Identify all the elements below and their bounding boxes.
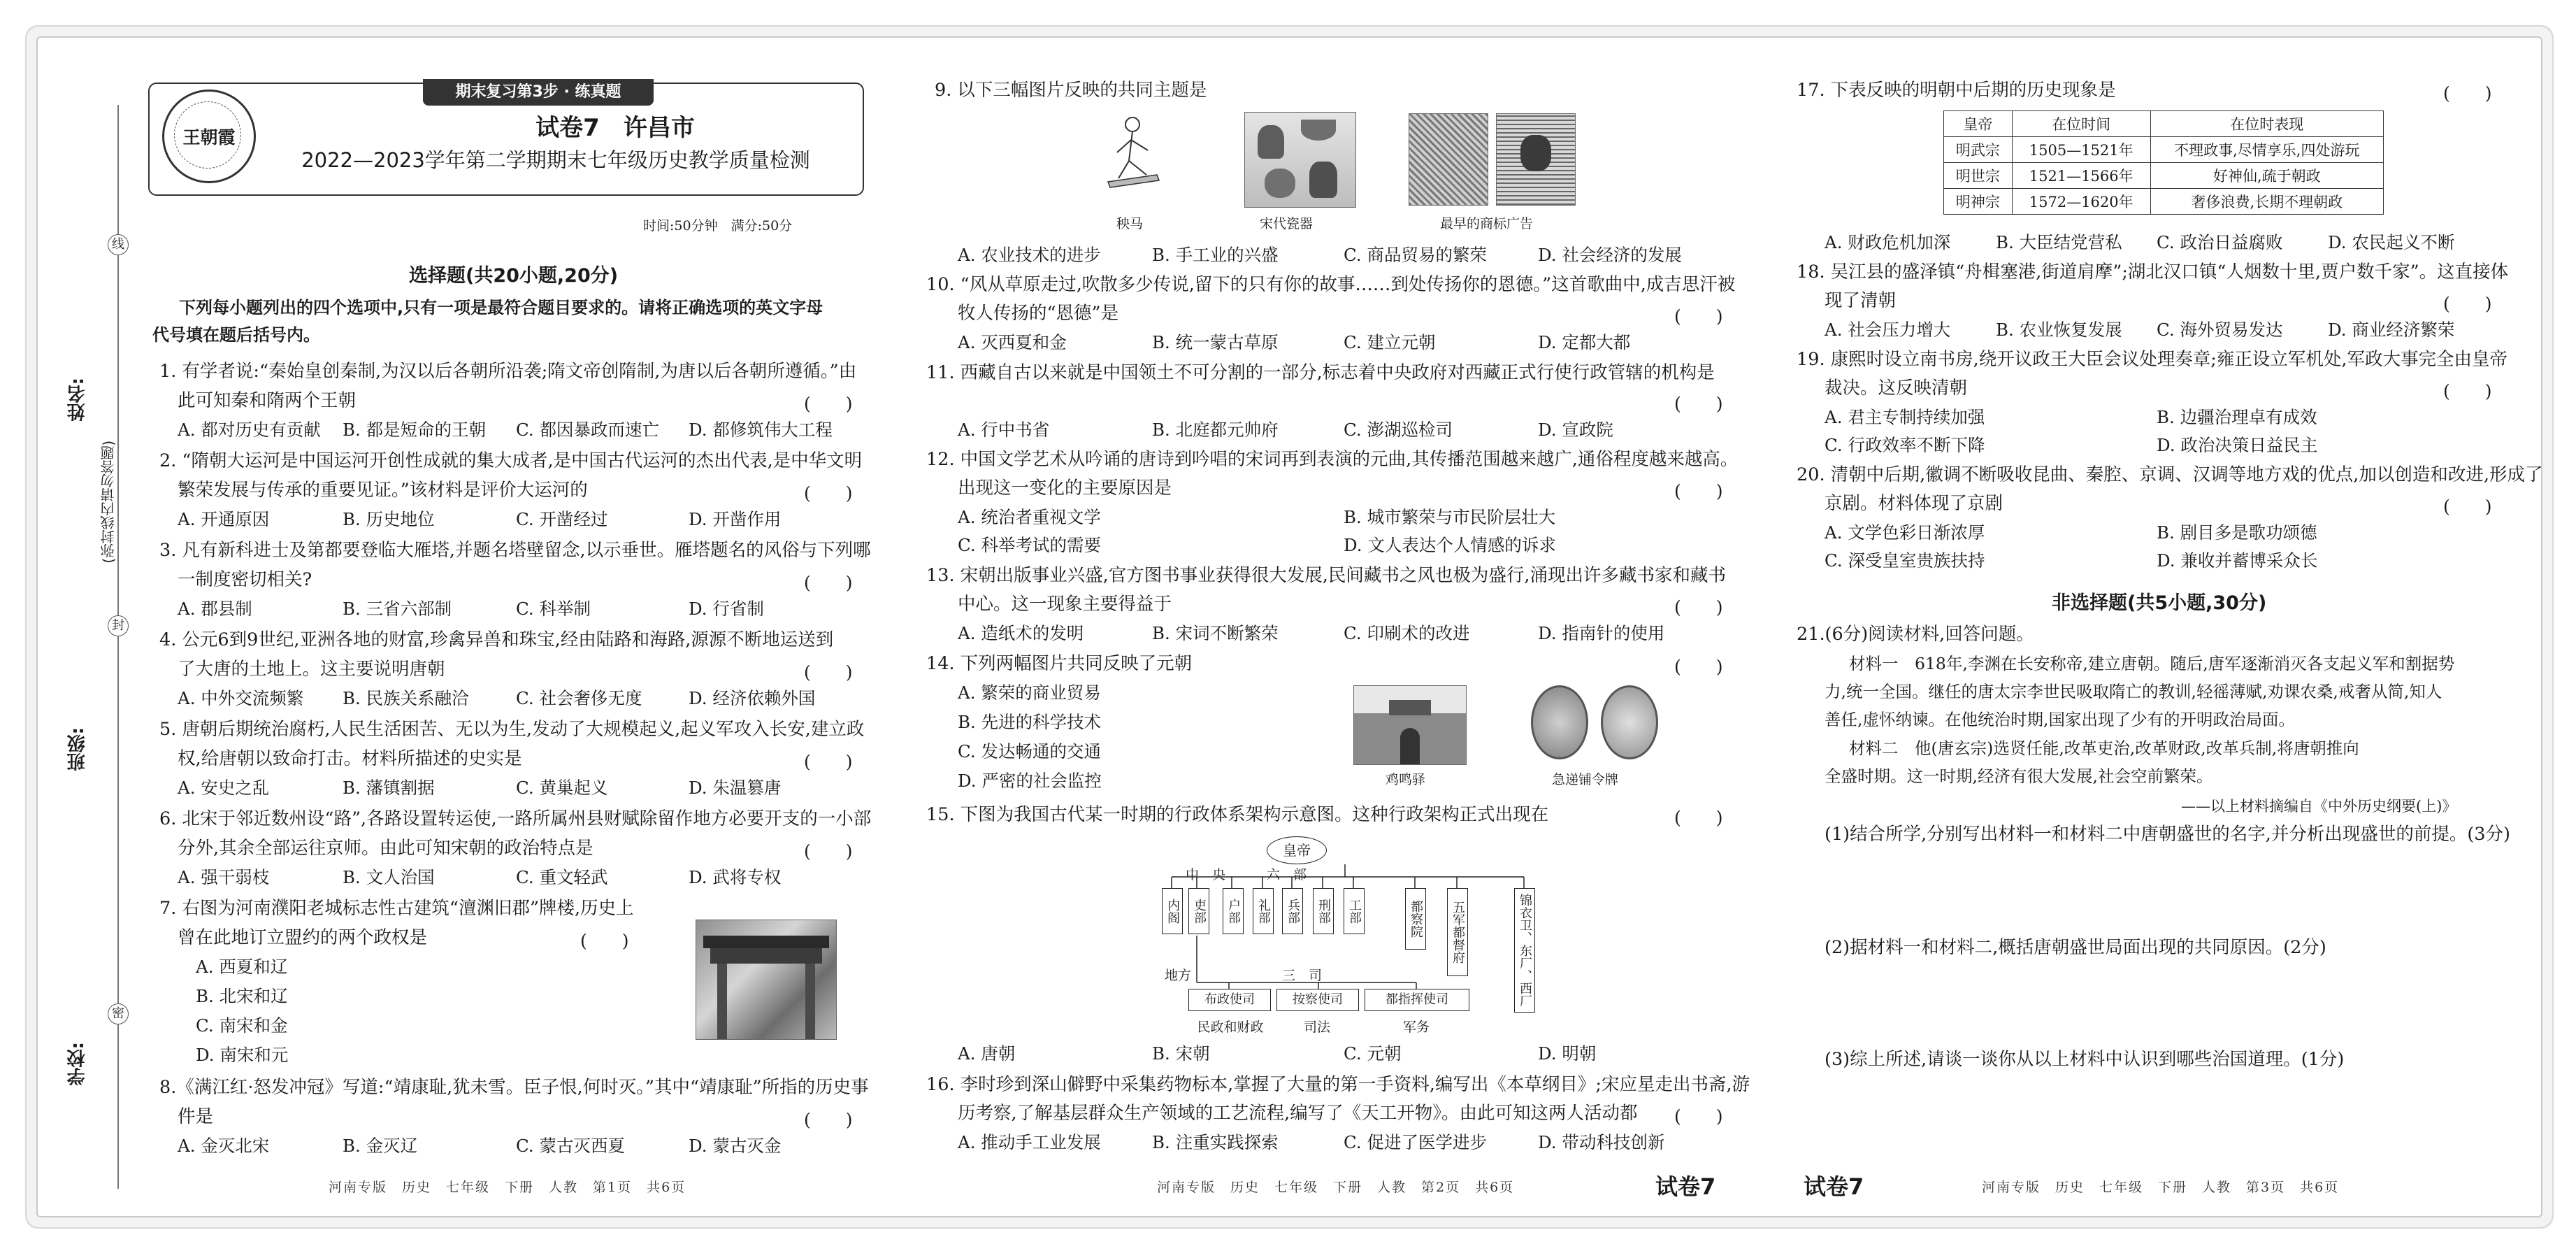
q12-option-c[interactable]: C. 科举考试的需要	[958, 535, 1101, 555]
table-cell: 1505—1521年	[2012, 137, 2150, 163]
yangma-illustration	[1098, 112, 1167, 196]
q15-stem: 15. 下图为我国古代某一时期的行政体系架构示意图。这种行政架构正式出现在	[926, 804, 1549, 825]
footer-label-3: 试卷7	[1804, 1173, 1864, 1200]
q5-option-c[interactable]: C. 黄巢起义	[516, 778, 608, 798]
q19-option-b[interactable]: B. 边疆治理卓有成效	[2157, 407, 2317, 427]
q3-stem-1: 3. 凡有新科进士及第都要登临大雁塔,并题名塔壁留念,以示垂世。雁塔题名的风俗与下列哪	[159, 540, 871, 561]
q4-option-d[interactable]: D. 经济依赖外国	[689, 688, 816, 708]
q16-option-a[interactable]: A. 推动手工业发展	[958, 1132, 1101, 1152]
section2-title: 非选择题(共5小题,30分)	[2052, 592, 2267, 614]
table-header-emperor: 皇帝	[1944, 111, 2013, 137]
q19-answer-blank[interactable]: ( )	[2443, 381, 2492, 401]
q17-option-b[interactable]: B. 大臣结党营私	[1996, 232, 2122, 252]
q1-answer-blank[interactable]: ( )	[804, 394, 853, 414]
q8-answer-blank[interactable]: ( )	[804, 1110, 853, 1130]
q7-option-d[interactable]: D. 南宋和元	[196, 1045, 289, 1065]
diagram-duchayuan: 都察院	[1405, 888, 1426, 950]
q7-answer-blank[interactable]: ( )	[580, 931, 629, 951]
q12-option-b[interactable]: B. 城市繁荣与市民阶层壮大	[1344, 507, 1556, 527]
q17-answer-blank[interactable]: ( )	[2443, 83, 2492, 103]
q5-answer-blank[interactable]: ( )	[804, 752, 853, 772]
q14-option-d[interactable]: D. 严密的社会监控	[958, 771, 1102, 791]
q14-caption-1: 鸡鸣驿	[1386, 772, 1426, 787]
q17-table	[1943, 110, 2384, 215]
q11-option-b[interactable]: B. 北庭都元帅府	[1152, 420, 1279, 440]
q7-option-c[interactable]: C. 南宋和金	[196, 1015, 288, 1036]
diagram-wujun: 五军都督府	[1447, 888, 1468, 976]
q6-option-a[interactable]: A. 强干弱枝	[178, 867, 270, 887]
q21-material2-line2: 全盛时期。这一时期,经济有很大发展,社会空前繁荣。	[1825, 766, 2213, 786]
diagram-anchashi: 按察使司	[1276, 989, 1359, 1011]
diagram-hu-bu: 户部	[1223, 888, 1244, 934]
diagram-buzhengshi: 布政使司	[1188, 989, 1271, 1011]
q13-option-a[interactable]: A. 造纸术的发明	[958, 623, 1084, 643]
q9-option-d[interactable]: D. 社会经济的发展	[1538, 245, 1682, 265]
paifang-photo	[696, 920, 837, 1040]
q1-option-d[interactable]: D. 都修筑伟大工程	[689, 420, 833, 440]
song-porcelain-photo	[1244, 112, 1356, 208]
q6-option-b[interactable]: B. 文人治国	[343, 867, 435, 887]
diagram-xing-bu: 刑部	[1313, 888, 1334, 934]
q11-option-c[interactable]: C. 澎湖巡检司	[1344, 420, 1453, 440]
q1-option-a[interactable]: A. 都对历史有贡献	[178, 420, 321, 440]
name-label: 姓名:	[67, 378, 88, 422]
q5-option-d[interactable]: D. 朱温篡唐	[689, 778, 782, 798]
q4-stem-2: 了大唐的土地上。这主要说明唐朝	[178, 659, 445, 680]
q2-answer-blank[interactable]: ( )	[804, 483, 853, 503]
table-cell: 明神宗	[1944, 189, 2013, 215]
q14-option-c[interactable]: C. 发达畅通的交通	[958, 741, 1101, 762]
q13-option-c[interactable]: C. 印刷术的改进	[1344, 623, 1470, 643]
q9-caption-2: 宋代瓷器	[1260, 216, 1314, 231]
q13-option-b[interactable]: B. 宋词不断繁荣	[1152, 623, 1279, 643]
diagram-emperor: 皇帝	[1267, 836, 1327, 864]
q10-option-b[interactable]: B. 统一蒙古草原	[1152, 332, 1279, 352]
q10-option-c[interactable]: C. 建立元朝	[1344, 332, 1436, 352]
footer-page2: 河南专版 历史 七年级 下册 人教 第2页 共6页	[1157, 1180, 1515, 1195]
q17-option-d[interactable]: D. 农民起义不断	[2328, 232, 2455, 252]
table-header-reign: 在位时间	[2012, 111, 2150, 137]
diagram-three-si-label: 三 司	[1282, 968, 1323, 983]
q2-stem-2: 繁荣发展与传承的重要见证。”该材料是评价大运河的	[178, 480, 588, 501]
q5-stem-1: 5. 唐朝后期统治腐朽,人民生活困苦、无以为生,发动了大规模起义,起义军攻入长安,建立政	[159, 719, 865, 740]
q9-option-b[interactable]: B. 手工业的兴盛	[1152, 245, 1279, 265]
trademark-print-2	[1496, 113, 1576, 206]
q19-option-c[interactable]: C. 行政效率不断下降	[1825, 435, 1985, 455]
q4-option-a[interactable]: A. 中外交流频繁	[178, 688, 304, 708]
q16-option-c[interactable]: C. 促进了医学进步	[1344, 1132, 1487, 1152]
q19-option-d[interactable]: D. 政治决策日益民主	[2157, 435, 2318, 455]
q20-stem-2: 京剧。材料体现了京剧	[1825, 493, 2003, 514]
paper-title: 试卷7 许昌市	[535, 114, 695, 142]
seal-note: (弥封线内请勿答题)	[100, 441, 117, 564]
q21-source: ——以上材料摘编自《中外历史纲要(上)》	[2181, 798, 2457, 815]
q11-option-d[interactable]: D. 宣政院	[1538, 420, 1613, 440]
q18-option-c[interactable]: C. 海外贸易发达	[2157, 320, 2283, 340]
q16-option-b[interactable]: B. 注重实践探索	[1152, 1132, 1279, 1152]
q9-stem: 9. 以下三幅图片反映的共同主题是	[935, 80, 1207, 101]
diagram-gong-bu: 工部	[1344, 888, 1365, 934]
diagram-six-ministries-label: 六 部	[1267, 867, 1307, 882]
q10-option-a[interactable]: A. 灭西夏和金	[958, 332, 1067, 352]
q21-material1-line3: 善任,虚怀纳谏。在他统治时期,国家出现了少有的开明政治局面。	[1825, 710, 2295, 729]
footer-page1: 河南专版 历史 七年级 下册 人教 第1页 共6页	[329, 1180, 686, 1195]
q16-answer-blank[interactable]: ( )	[1674, 1106, 1723, 1127]
table-cell: 明武宗	[1944, 137, 2013, 163]
q21-answer-area-1[interactable]	[1825, 850, 2440, 927]
table-cell: 不理政事,尽情享乐,四处游玩	[2150, 137, 2383, 163]
q18-option-a[interactable]: A. 社会压力增大	[1825, 320, 1951, 340]
q2-option-b[interactable]: B. 历史地位	[343, 509, 435, 529]
q15-option-c[interactable]: C. 元朝	[1344, 1043, 1402, 1064]
table-cell: 好神仙,疏于朝政	[2150, 163, 2383, 189]
footer-label-2: 试卷7	[1655, 1173, 1716, 1200]
seal-line	[117, 105, 119, 1189]
q11-stem-1: 11. 西藏自古以来就是中国领土不可分割的一部分,标志着中央政府对西藏正式行使行政管辖的机构是	[926, 362, 1715, 383]
q1-option-c[interactable]: C. 都因暴政而速亡	[516, 420, 659, 440]
diagram-li2-bu: 礼部	[1253, 888, 1274, 934]
q12-option-d[interactable]: D. 文人表达个人情感的诉求	[1344, 535, 1556, 555]
q2-option-d[interactable]: D. 开凿作用	[689, 509, 782, 529]
diagram-li-bu: 吏部	[1188, 888, 1209, 934]
q13-answer-blank[interactable]: ( )	[1674, 597, 1723, 617]
q3-answer-blank[interactable]: ( )	[804, 573, 853, 593]
q10-answer-blank[interactable]: ( )	[1674, 306, 1723, 327]
q6-option-c[interactable]: C. 重文轻武	[516, 867, 608, 887]
q3-option-a[interactable]: A. 郡县制	[178, 599, 252, 619]
q21-material1-line1: 材料一 618年,李渊在长安称帝,建立唐朝。随后,唐军逐渐消灭各支起义军和割据势	[1849, 654, 2455, 673]
q3-option-d[interactable]: D. 行省制	[689, 599, 764, 619]
section1-instr1: 下列每小题列出的四个选项中,只有一项是最符合题目要求的。请将正确选项的英文字母	[179, 298, 823, 317]
q21-stem: 21.(6分)阅读材料,回答问题。	[1797, 624, 2034, 645]
table-cell: 1521—1566年	[2012, 163, 2150, 189]
q18-stem-1: 18. 吴江县的盛泽镇“舟楫塞港,街道肩摩”;湖北汉口镇“人烟数十里,贾户数千家”。这直接体	[1797, 262, 2509, 283]
q16-option-d[interactable]: D. 带动科技创新	[1538, 1132, 1665, 1152]
q15-option-b[interactable]: B. 宋朝	[1152, 1043, 1210, 1064]
q16-stem-2: 历考察,了解基层群众生产领域的工艺流程,编写了《天工开物》。由此可知这两人活动都	[958, 1103, 1638, 1124]
q18-option-d[interactable]: D. 商业经济繁荣	[2328, 320, 2455, 340]
q2-stem-1: 2. “隋朝大运河是中国运河开创性成就的集大成者,是中国古代运河的杰出代表,是中华文明	[159, 450, 863, 471]
footer-page3: 河南专版 历史 七年级 下册 人教 第3页 共6页	[1982, 1180, 2340, 1195]
q7-option-b[interactable]: B. 北宋和辽	[196, 986, 288, 1006]
q20-option-b[interactable]: B. 剧目多是歌功颂德	[2157, 522, 2317, 543]
q13-stem-2: 中心。这一现象主要得益于	[958, 594, 1172, 615]
q14-option-b[interactable]: B. 先进的科学技术	[958, 712, 1102, 732]
q15-answer-blank[interactable]: ( )	[1674, 808, 1723, 828]
q9-caption-3: 最早的商标广告	[1440, 216, 1534, 231]
q8-stem-2: 件是	[178, 1106, 214, 1127]
table-cell: 1572—1620年	[2012, 189, 2150, 215]
paper-subtitle: 2022—2023学年第二学期期末七年级历史教学质量检测	[301, 148, 810, 172]
q17-option-a[interactable]: A. 财政危机加深	[1825, 232, 1951, 252]
diagram-buzhengshi-role: 民政和财政	[1197, 1020, 1264, 1035]
q10-option-d[interactable]: D. 定都大都	[1538, 332, 1631, 352]
q21-sub3: (3)综上所述,请谈一谈你从以上材料中认识到哪些治国道理。(1分)	[1825, 1049, 2345, 1070]
q20-answer-blank[interactable]: ( )	[2443, 496, 2492, 517]
q4-option-b[interactable]: B. 民族关系融洽	[343, 688, 469, 708]
q13-option-d[interactable]: D. 指南针的使用	[1538, 623, 1665, 643]
q8-stem-1: 8.《满江红·怒发冲冠》写道:“靖康耻,犹未雪。臣子恨,何时灭。”其中“靖康耻”所指的历史事	[159, 1077, 869, 1098]
q12-stem-1: 12. 中国文学艺术从吟诵的唐诗到吟唱的宋词再到表演的元曲,其传播范围越来越广,通俗程度越来越高。	[926, 449, 1739, 470]
q2-option-c[interactable]: C. 开凿经过	[516, 509, 608, 529]
q8-option-a[interactable]: A. 金灭北宋	[178, 1136, 270, 1156]
q21-answer-area-3[interactable]	[1825, 1075, 2440, 1152]
q21-material1-line2: 力,统一全国。继任的唐太宗李世民吸取隋亡的教训,轻徭薄赋,劝课农桑,戒奢从简,知人	[1825, 682, 2442, 701]
seal-mark-line: 线	[108, 234, 129, 255]
q12-answer-blank[interactable]: ( )	[1674, 481, 1723, 501]
table-header-conduct: 在位时表现	[2150, 111, 2383, 137]
class-label: 班级:	[67, 727, 88, 771]
q9-option-a[interactable]: A. 农业技术的进步	[958, 245, 1101, 265]
q8-option-b[interactable]: B. 金灭辽	[343, 1136, 418, 1156]
q9-option-c[interactable]: C. 商品贸易的繁荣	[1344, 245, 1487, 265]
table-cell: 奢侈浪费,长期不理朝政	[2150, 189, 2383, 215]
paizi-token-1	[1531, 685, 1588, 759]
q8-option-d[interactable]: D. 蒙古灭金	[689, 1136, 782, 1156]
q5-option-a[interactable]: A. 安史之乱	[178, 778, 270, 798]
q21-answer-area-2[interactable]	[1825, 964, 2440, 1041]
section1-title: 选择题(共20小题,20分)	[409, 265, 619, 287]
q5-option-b[interactable]: B. 藩镇割据	[343, 778, 435, 798]
seal-mark-dense: 密	[108, 1003, 129, 1024]
q6-option-d[interactable]: D. 武将专权	[689, 867, 782, 887]
q13-stem-1: 13. 宋朝出版事业兴盛,官方图书事业获得很大发展,民间藏书之风也极为盛行,涌现出许多藏书家和藏书	[926, 565, 1726, 586]
q19-option-a[interactable]: A. 君主专制持续加强	[1825, 407, 1985, 427]
time-score: 时间:50分钟 满分:50分	[643, 218, 793, 234]
diagram-jinyiwei: 锦衣卫、东厂、西厂	[1514, 888, 1535, 1013]
q15-option-a[interactable]: A. 唐朝	[958, 1043, 1016, 1064]
q8-option-c[interactable]: C. 蒙古灭西夏	[516, 1136, 625, 1156]
q14-caption-2: 急递铺令牌	[1552, 772, 1619, 787]
q19-stem-1: 19. 康熙时设立南书房,绕开议政王大臣会议处理奏章;雍正设立军机处,军政大事完全由皇帝	[1797, 349, 2507, 370]
q17-option-c[interactable]: C. 政治日益腐败	[2157, 232, 2283, 252]
q15-option-d[interactable]: D. 明朝	[1538, 1043, 1597, 1064]
table-cell: 明世宗	[1944, 163, 2013, 189]
q7-stem-2: 曾在此地订立盟约的两个政权是	[178, 927, 428, 948]
q14-stem: 14. 下列两幅图片共同反映了元朝	[926, 653, 1193, 674]
q6-answer-blank[interactable]: ( )	[804, 841, 853, 862]
school-label: 学校:	[67, 1042, 88, 1086]
q12-stem-2: 出现这一变化的主要原因是	[958, 478, 1172, 499]
q10-stem-1: 10. “风从草原走过,吹散多少传说,留下的只有你的故事……到处传扬你的恩德。”这首歌曲中,成吉思汗被	[926, 274, 1736, 295]
q3-stem-2: 一制度密切相关?	[178, 569, 312, 590]
q4-option-c[interactable]: C. 社会奢侈无度	[516, 688, 642, 708]
q17-stem: 17. 下表反映的明朝中后期的历史现象是	[1797, 80, 2116, 101]
q3-option-b[interactable]: B. 三省六部制	[343, 599, 452, 619]
q3-option-c[interactable]: C. 科举制	[516, 599, 591, 619]
q14-option-a[interactable]: A. 繁荣的商业贸易	[958, 682, 1101, 703]
q18-answer-blank[interactable]: ( )	[2443, 294, 2492, 314]
q9-caption-1: 秧马	[1116, 216, 1144, 231]
q11-option-a[interactable]: A. 行中书省	[958, 420, 1050, 440]
q14-answer-blank[interactable]: ( )	[1674, 657, 1723, 677]
q20-stem-1: 20. 清朝中后期,徽调不断吸收昆曲、秦腔、京调、汉调等地方戏的优点,加以创造和改进,形成了	[1797, 464, 2543, 485]
q21-sub2: (2)据材料一和材料二,概括唐朝盛世局面出现的共同原因。(2分)	[1825, 937, 2326, 958]
q6-stem-2: 分外,其余全部运往京师。由此可知宋朝的政治特点是	[178, 838, 593, 859]
q18-stem-2: 现了清朝	[1825, 290, 1897, 311]
diagram-bing-bu: 兵部	[1282, 888, 1303, 934]
q1-option-b[interactable]: B. 都是短命的王朝	[343, 420, 487, 440]
diagram-duzhihuishi: 都指挥使司	[1365, 989, 1469, 1011]
logo-seal	[162, 90, 256, 183]
q19-stem-2: 裁决。这反映清朝	[1825, 378, 1968, 399]
q7-stem-1: 7. 右图为河南濮阳老城标志性古建筑“澶渊旧郡”牌楼,历史上	[159, 898, 634, 919]
q18-option-b[interactable]: B. 农业恢复发展	[1996, 320, 2122, 340]
q7-option-a[interactable]: A. 西夏和辽	[196, 957, 288, 977]
section1-instr2: 代号填在题后括号内。	[152, 325, 320, 345]
diagram-central-label: 中 央	[1186, 867, 1226, 882]
q6-stem-1: 6. 北宋于邻近数州设“路”,各路设置转运使,一路所属州县财赋除留作地方必要开支的一小部	[159, 808, 872, 829]
q1-stem-1: 1. 有学者说:“秦始皇创秦制,为汉以后各朝所沿袭;隋文帝创隋制,为唐以后各朝所遵循。”由	[159, 361, 857, 382]
q16-stem-1: 16. 李时珍到深山僻野中采集药物标本,掌握了大量的第一手资料,编写出《本草纲目》;宋应星走出书斋,游	[926, 1074, 1750, 1095]
q20-option-a[interactable]: A. 文学色彩日渐浓厚	[1825, 522, 1985, 543]
diagram-anchashi-role: 司法	[1303, 1020, 1330, 1035]
diagram-neige: 内阁	[1162, 888, 1183, 934]
q20-option-d[interactable]: D. 兼收并蓄博采众长	[2157, 550, 2318, 571]
q21-material2-line1: 材料二 他(唐玄宗)选贤任能,改革吏治,改革财政,改革兵制,将唐朝推向	[1849, 738, 2359, 758]
q12-option-a[interactable]: A. 统治者重视文学	[958, 507, 1101, 527]
trademark-print-1	[1409, 113, 1488, 206]
jimingyi-photo	[1353, 685, 1467, 765]
q20-option-c[interactable]: C. 深受皇室贵族扶持	[1825, 550, 1985, 571]
q2-option-a[interactable]: A. 开通原因	[178, 509, 270, 529]
q11-answer-blank[interactable]: ( )	[1674, 394, 1723, 414]
seal-mark-seal: 封	[108, 615, 129, 636]
logo-text: 王朝霞	[182, 127, 236, 148]
q4-answer-blank[interactable]: ( )	[804, 662, 853, 682]
paizi-token-2	[1601, 685, 1658, 759]
q4-stem-1: 4. 公元6到9世纪,亚洲各地的财富,珍禽异兽和珠宝,经由陆路和海路,源源不断地运送到	[159, 629, 834, 650]
diagram-local-label: 地方	[1165, 968, 1192, 983]
q1-stem-2: 此可知秦和隋两个王朝	[178, 390, 357, 411]
q5-stem-2: 权,给唐朝以致命打击。材料所描述的史实是	[178, 748, 522, 769]
q10-stem-2: 牧人传扬的“恩德”是	[958, 303, 1119, 324]
diagram-duzhihuishi-role: 军务	[1402, 1020, 1430, 1035]
q21-sub1: (1)结合所学,分别写出材料一和材料二中唐朝盛世的名字,并分析出现盛世的前提。(3分)	[1825, 824, 2510, 845]
banner: 期末复习第3步 · 练真题	[423, 79, 654, 106]
